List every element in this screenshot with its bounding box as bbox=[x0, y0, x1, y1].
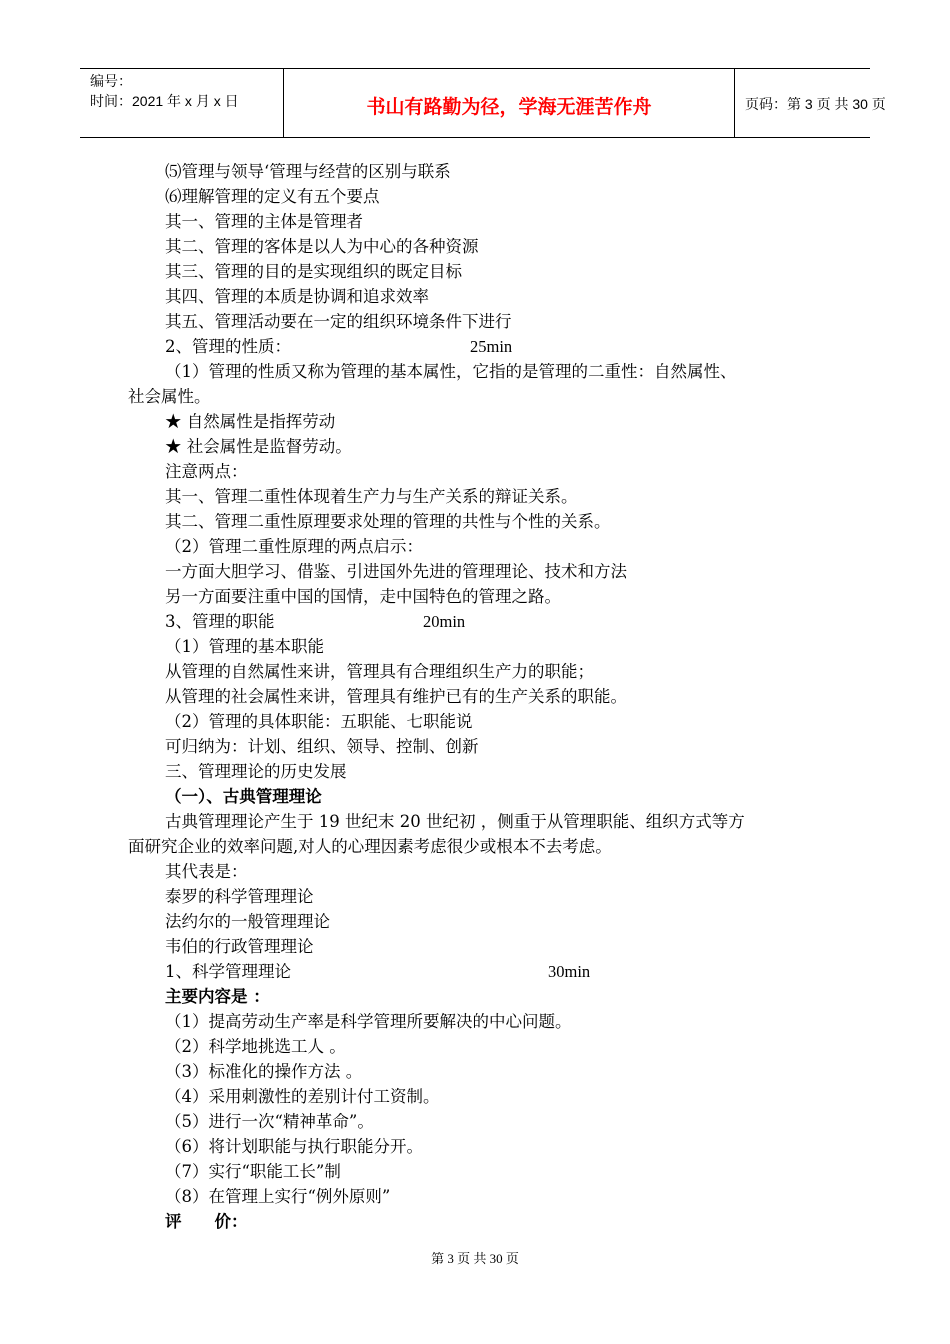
text-line: 其四、管理的本质是协调和追求效率 bbox=[165, 287, 429, 306]
document-time-label: 时间：2021 年 x 月 x 日 bbox=[90, 93, 239, 109]
text-line: 从管理的自然属性来讲，管理具有合理组织生产力的职能； bbox=[165, 662, 594, 681]
list-item: （7）实行“职能工长”制 bbox=[165, 1162, 341, 1181]
document-number-label: 编号： bbox=[90, 73, 132, 89]
text-line: 泰罗的科学管理理论 bbox=[165, 887, 314, 906]
text-line: 另一方面要注重中国的国情，走中国特色的管理之路。 bbox=[165, 587, 561, 606]
text-line: 其三、管理的目的是实现组织的既定目标 bbox=[165, 262, 462, 281]
text-line: 其五、管理活动要在一定的组织环境条件下进行 bbox=[165, 312, 512, 331]
text-line: 从管理的社会属性来讲，管理具有维护已有的生产关系的职能。 bbox=[165, 687, 627, 706]
header-center-cell bbox=[283, 69, 735, 137]
section-heading: 2、管理的性质： bbox=[165, 337, 291, 356]
text-line: ★ 社会属性是监督劳动。 bbox=[165, 437, 352, 456]
list-item: （8）在管理上实行“例外原则” bbox=[165, 1187, 391, 1206]
text-line: 面研究企业的效率问题,对人的心理因素考虑很少或根本不去考虑。 bbox=[128, 837, 612, 856]
list-item: （4）采用刺激性的差别计付工资制。 bbox=[165, 1087, 440, 1106]
duration-label: 20min bbox=[423, 612, 466, 631]
list-item: （5）进行一次“精神革命”。 bbox=[165, 1112, 374, 1131]
text-line: 其二、管理二重性原理要求处理的管理的共性与个性的关系。 bbox=[165, 512, 611, 531]
list-item: （3）标准化的操作方法 。 bbox=[165, 1062, 363, 1081]
text-line: ⑹理解管理的定义有五个要点 bbox=[165, 187, 380, 206]
text-line: 古典管理理论产生于 19 世纪末 20 世纪初 ，侧重于从管理职能、组织方式等方 bbox=[165, 812, 745, 831]
text-line: 韦伯的行政管理理论 bbox=[165, 937, 314, 956]
text-line: （2）管理二重性原理的两点启示： bbox=[165, 537, 423, 556]
page-footer: 第 3 页 共 30 页 bbox=[431, 1251, 519, 1266]
text-line: ★ 自然属性是指挥劳动 bbox=[165, 412, 336, 431]
text-line: 注意两点： bbox=[165, 462, 248, 481]
list-item: （1）提高劳动生产率是科学管理所要解决的中心问题。 bbox=[165, 1012, 572, 1031]
duration-label: 30min bbox=[548, 962, 591, 981]
text-line: 一方面大胆学习、借鉴、引进国外先进的管理理论、技术和方法 bbox=[165, 562, 627, 581]
text-line: （1）管理的性质又称为管理的基本属性，它指的是管理的二重性：自然属性、 bbox=[165, 362, 737, 381]
list-item: （6）将计划职能与执行职能分开。 bbox=[165, 1137, 423, 1156]
text-line: 其代表是： bbox=[165, 862, 248, 881]
text-line: 可归纳为：计划、组织、领导、控制、创新 bbox=[165, 737, 479, 756]
header-right-cell bbox=[735, 69, 886, 137]
section-heading: 1、科学管理理论 bbox=[165, 962, 291, 981]
text-line: （1）管理的基本职能 bbox=[165, 637, 324, 656]
text-line: 其一、管理的主体是管理者 bbox=[165, 212, 363, 231]
header-left-cell bbox=[80, 69, 283, 137]
page-header bbox=[80, 68, 886, 138]
text-line: 其二、管理的客体是以人为中心的各种资源 bbox=[165, 237, 479, 256]
text-line: 社会属性。 bbox=[128, 387, 211, 406]
text-line: （2）管理的具体职能：五职能、七职能说 bbox=[165, 712, 473, 731]
header-page-label: 页码：第 3 页 共 30 页 bbox=[745, 96, 886, 112]
header-motto: 书山有路勤为径，学海无涯苦作舟 bbox=[366, 96, 652, 118]
list-item: （2）科学地挑选工人 。 bbox=[165, 1037, 346, 1056]
section-heading: 3、管理的职能 bbox=[165, 612, 275, 631]
text-line: 法约尔的一般管理理论 bbox=[165, 912, 330, 931]
section-heading: 三、管理理论的历史发展 bbox=[165, 762, 347, 781]
bold-label: 主要内容是 ： bbox=[165, 987, 270, 1006]
bold-label: 评 价： bbox=[165, 1212, 248, 1231]
text-line: 其一、管理二重性体现着生产力与生产关系的辩证关系。 bbox=[165, 487, 578, 506]
subsection-heading: （一）、古典管理理论 bbox=[165, 787, 322, 806]
duration-label: 25min bbox=[470, 337, 513, 356]
text-line: ⑸管理与领导‘管理与经营的区别与联系 bbox=[165, 162, 451, 181]
